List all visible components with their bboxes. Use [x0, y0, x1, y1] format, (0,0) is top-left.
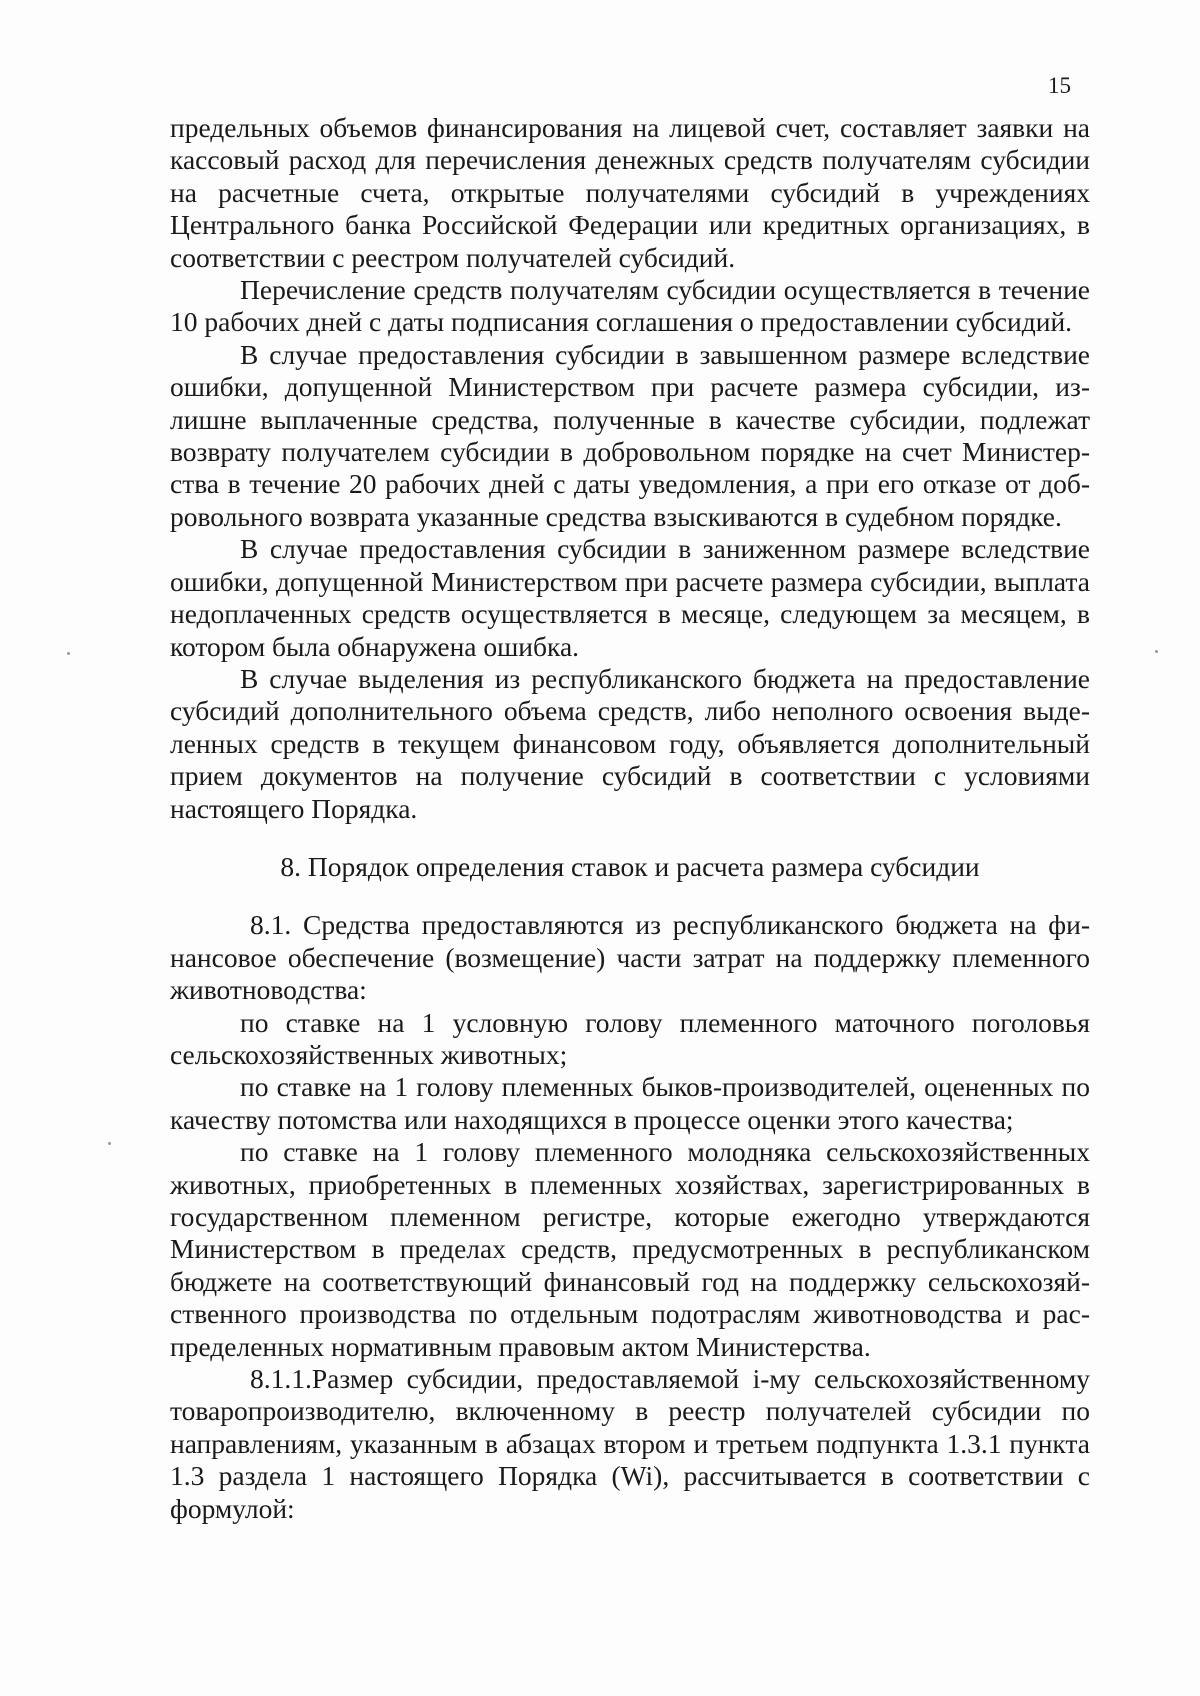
- paragraph: предельных объемов финансирования на лицевой счет, составляет заявки на кассовый расход для перечисления денежных средств получателям субсидии на расчетные счета, открытые получателями субсидий в учреждениях Центрального банка Российской Федерации или кредитных организациях, в соответствии с реестром получателей субсидий.: [170, 112, 1090, 273]
- scan-speck: [67, 652, 70, 655]
- paragraph: 8.1.1.Размер субсидии, предоставляемой i-му сельскохозяйственному товаропроизводителю, включенному в реестр получателей субсидии по направлениям, указанным в абзацах втором и третьем подпункта 1.3.1 пункта 1.3 раздела 1 настоящего Порядка (Wi), рассчитывается в соответствии с формулой:: [170, 1363, 1090, 1524]
- page-number: 15: [1048, 73, 1071, 98]
- document-body: [170, 112, 1090, 1525]
- scan-speck: [1155, 650, 1158, 653]
- paragraph: Перечисление средств получателям субсидии осуществляется в течение 10 рабочих дней с даты подписания соглашения о предоставлении субсидий.: [170, 274, 1090, 338]
- paragraph: В случае предоставления субсидии в заниженном размере вследствие ошибки, допущенной Министерством при расчете размера субсидии, выплата недоплаченных средств осуществляется в месяце, следующем за месяцем, в котором была обнаружена ошибка.: [170, 533, 1090, 662]
- paragraph: В случае предоставления субсидии в завышенном размере вследствие ошибки, допущенной Министерством при расчете размера субсидии, излишне выплаченные средства, полученные в качестве субсидии, подлежат возврату получателем субсидии в добровольном порядке на счет Министерства в течение 20 рабочих дней с даты уведомления, а при его отказе от добровольного возврата указанные средства взыскиваются в судебном порядке.: [170, 338, 1090, 532]
- section-heading: 8. Порядок определения ставок и расчета размера субсидии: [280, 850, 980, 882]
- scan-speck: [108, 1142, 111, 1145]
- paragraph: 8.1. Средства предоставляются из республиканского бюджета на финансовое обеспечение (возмещение) части затрат на поддержку племенного животноводства:: [170, 909, 1090, 1006]
- paragraph: В случае выделения из республиканского бюджета на предоставление субсидий дополнительного объема средств, либо неполного освоения выделенных средств в текущем финансовом году, объявляется дополнительный прием документов на получение субсидий в соответствии с условиями настоящего Порядка.: [170, 662, 1090, 824]
- paragraph: по ставке на 1 голову племенных быков-производителей, оцененных по качеству потомства или находящихся в процессе оценки этого качества;: [170, 1071, 1090, 1135]
- paragraph: по ставке на 1 голову племенного молодняка сельскохозяйственных животных, приобретенных в племенных хозяйствах, зарегистрированных в государственном племенном регистре, которые ежегодно утверждаются Министерством в пределах средств, предусмотренных в республиканском бюджете на соответствующий финансовый год на поддержку сельскохозяйственного производства по отдельным подотраслям животноводства и распределенных нормативным правовым актом Министерства.: [170, 1136, 1090, 1362]
- paragraph: по ставке на 1 условную голову племенного маточного поголовья сельскохозяйственных животных;: [170, 1006, 1090, 1070]
